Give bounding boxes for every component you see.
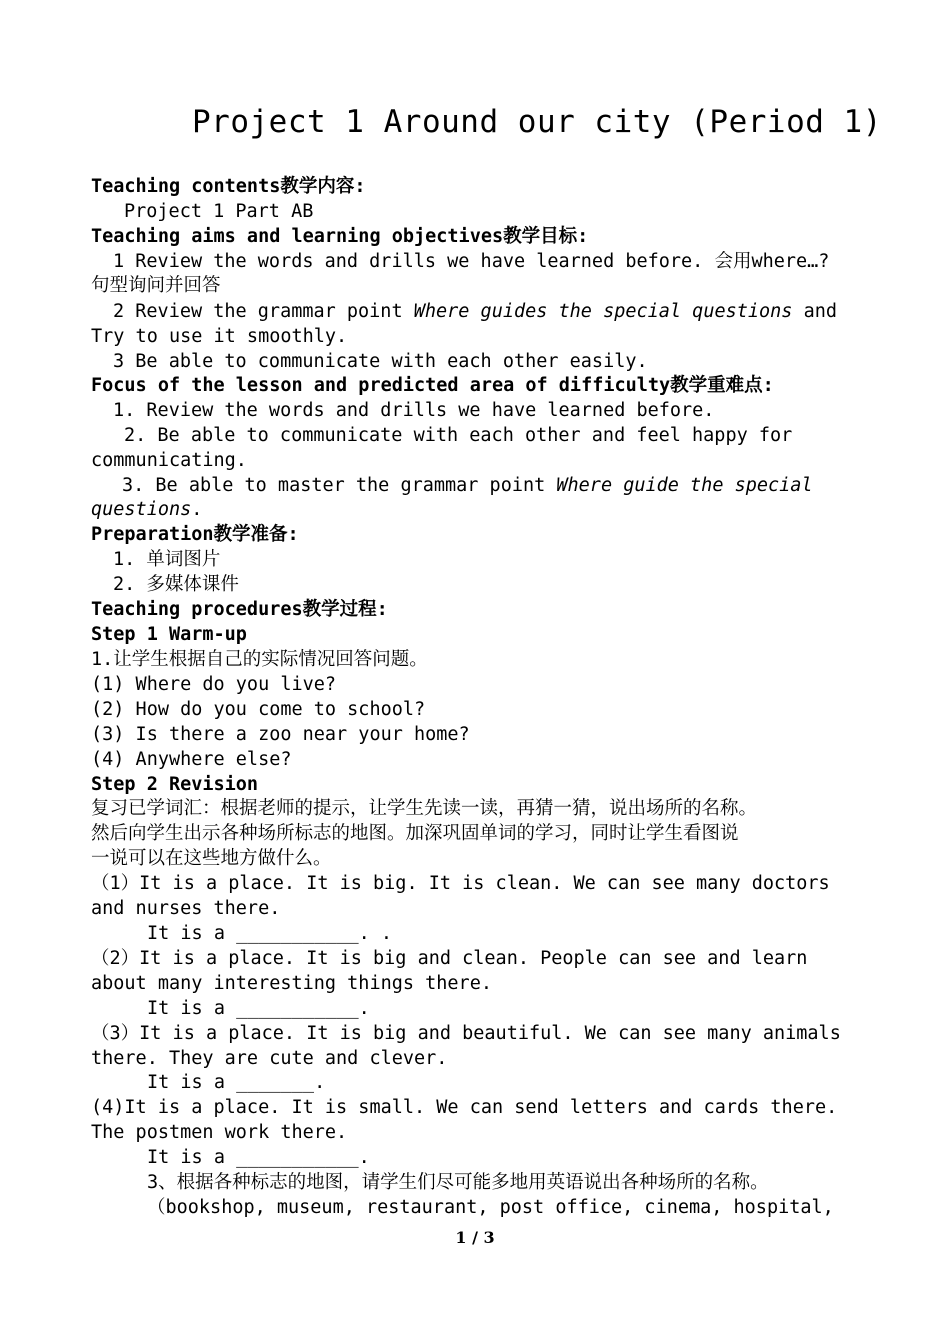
prep-item-1: 1. 单词图片 bbox=[113, 549, 221, 570]
aim-2-italic: Where guides the special questions bbox=[413, 301, 793, 322]
focus-1: 1. Review the words and drills we have learned before. bbox=[113, 400, 715, 421]
riddle-3-line-2: there. They are cute and clever. bbox=[91, 1048, 448, 1069]
task-3: 3、根据各种标志的地图，请学生们尽可能多地用英语说出各种场所的名称。 bbox=[147, 1172, 769, 1193]
contents-item: Project 1 Part AB bbox=[124, 201, 314, 222]
aim-2-line-1 bbox=[113, 300, 837, 324]
question-2: (2) How do you come to school? bbox=[91, 699, 426, 720]
aim-3: 3 Be able to communicate with each other easily. bbox=[113, 351, 648, 372]
question-4: (4) Anywhere else? bbox=[91, 749, 292, 770]
aim-1-line-2: 句型询问并回答 bbox=[91, 275, 221, 296]
focus-3-period: . bbox=[191, 499, 203, 520]
step-1-intro: 1.让学生根据自己的实际情况回答问题。 bbox=[91, 649, 428, 670]
riddle-1-line-2: and nurses there. bbox=[91, 898, 281, 919]
riddle-4-line-2: The postmen work there. bbox=[91, 1122, 348, 1143]
aim-2-end: and bbox=[792, 301, 837, 322]
step-1-heading: Step 1 Warm-up bbox=[91, 624, 247, 645]
riddle-2-line-2: about many interesting things there. bbox=[91, 973, 492, 994]
focus-3-text: 3. Be able to master the grammar point bbox=[122, 475, 557, 496]
riddle-4-answer: It is a ___________. bbox=[147, 1147, 370, 1168]
page-title: Project 1 Around our city (Period 1) bbox=[192, 104, 882, 140]
focus-2-line-2: communicating. bbox=[91, 450, 247, 471]
aim-1-line-1: 1 Review the words and drills we have learned before. 会用where…? bbox=[113, 251, 830, 272]
step-2-intro-line-2: 然后向学生出示各种场所标志的地图。加深巩固单词的学习，同时让学生看图说 bbox=[91, 823, 739, 844]
aims-heading: Teaching aims and learning objectives教学目标: bbox=[91, 226, 589, 247]
aim-2-line-2: Try to use it smoothly. bbox=[91, 326, 348, 347]
prep-item-2: 2. 多媒体课件 bbox=[113, 574, 239, 595]
riddle-3-line-1: （3）It is a place. It is big and beautiful. We can see many animals bbox=[91, 1023, 841, 1044]
focus-3-italic: Where guide the special bbox=[556, 475, 813, 496]
riddle-2-answer: It is a ___________. bbox=[147, 998, 370, 1019]
focus-3-italic-end: questions bbox=[91, 499, 192, 520]
page-number: 1 / 3 bbox=[455, 1228, 495, 1247]
step-2-intro-line-1: 复习已学词汇：根据老师的提示，让学生先读一读，再猜一猜，说出场所的名称。 bbox=[91, 798, 758, 819]
focus-3-line-2 bbox=[91, 498, 202, 522]
riddle-2-line-1: （2）It is a place. It is big and clean. People can see and learn bbox=[91, 948, 808, 969]
step-2-heading: Step 2 Revision bbox=[91, 774, 259, 795]
focus-heading: Focus of the lesson and predicted area of difficulty教学重难点: bbox=[91, 375, 774, 396]
question-3: (3) Is there a zoo near your home? bbox=[91, 724, 470, 745]
aim-2-text: 2 Review the grammar point bbox=[113, 301, 414, 322]
procedures-heading: Teaching procedures教学过程: bbox=[91, 599, 388, 620]
step-2-intro-line-3: 一说可以在这些地方做什么。 bbox=[91, 848, 332, 869]
riddle-1-line-1: （1）It is a place. It is big. It is clean. We can see many doctors bbox=[91, 873, 830, 894]
riddle-1-answer: It is a ___________. . bbox=[147, 923, 393, 944]
riddle-3-answer: It is a _______. bbox=[147, 1072, 326, 1093]
place-words: （bookshop, museum, restaurant, post office, cinema, hospital, bbox=[147, 1197, 834, 1218]
question-1: (1) Where do you live? bbox=[91, 674, 337, 695]
contents-heading: Teaching contents教学内容: bbox=[91, 176, 366, 197]
riddle-4-line-1: (4)It is a place. It is small. We can send letters and cards there. bbox=[91, 1097, 838, 1118]
focus-2-line-1: 2. Be able to communicate with each other and feel happy for bbox=[124, 425, 793, 446]
preparation-heading: Preparation教学准备: bbox=[91, 524, 299, 545]
focus-3-line-1 bbox=[122, 474, 813, 498]
